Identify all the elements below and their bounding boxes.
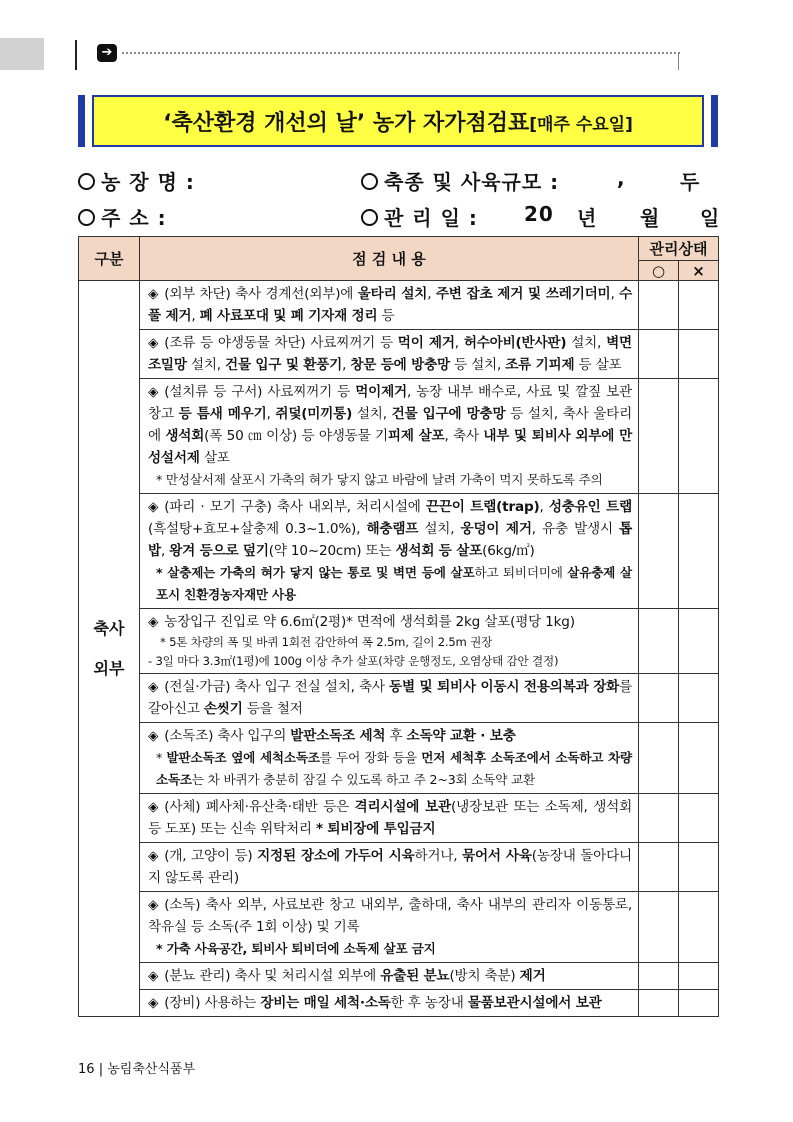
header-divider	[75, 40, 77, 70]
page-title: ‘축산환경 개선의 날’ 농가 자가점검표[매주 수요일]	[163, 110, 633, 136]
title-banner	[78, 95, 718, 147]
header-division: 구분	[79, 237, 140, 281]
header-content: 점 검 내 용	[140, 237, 639, 281]
check-no-cell[interactable]	[679, 330, 719, 379]
check-ok-cell[interactable]	[639, 963, 679, 990]
check-item-manure: ◈ (분뇨 관리) 축사 및 처리시설 외부에 유출된 분뇨(방치 축분) 제거	[140, 963, 639, 990]
title-suffix: [매주 수요일]	[529, 114, 633, 135]
header-state-no: ×	[679, 261, 719, 281]
address-field: 주 소 :	[78, 202, 167, 231]
date-day-unit: 일	[700, 206, 721, 230]
check-no-cell[interactable]	[679, 609, 719, 674]
check-ok-cell[interactable]	[639, 723, 679, 794]
check-item-outer-block: ◈ (외부 차단) 축사 경계선(외부)에 울타리 설치, 주변 잡초 제거 및 쓰레기더미, 수풀 제거, 폐 사료포대 및 폐 기자재 정리 등	[140, 281, 639, 330]
page-number: 16	[78, 1062, 95, 1077]
footer-org: 농림축산식품부	[107, 1062, 196, 1077]
livestock-separator: ,	[617, 166, 626, 190]
livestock-unit: 두	[680, 170, 701, 194]
title-right-bar	[711, 95, 718, 147]
check-no-cell[interactable]	[679, 281, 719, 330]
check-ok-cell[interactable]	[639, 281, 679, 330]
page-footer	[78, 1058, 195, 1077]
table-row	[79, 281, 719, 330]
date-month-unit: 월	[640, 206, 661, 230]
circle-icon	[361, 173, 378, 190]
management-date-field: 관 리 일 :	[361, 202, 478, 231]
header-gray-tab	[0, 38, 44, 70]
division-cell: 축사 외부	[79, 281, 140, 1017]
title-left-bar	[78, 95, 85, 147]
check-no-cell[interactable]	[679, 990, 719, 1017]
check-ok-cell[interactable]	[639, 892, 679, 963]
check-ok-cell[interactable]	[639, 990, 679, 1017]
header-state-ok: ○	[639, 261, 679, 281]
check-no-cell[interactable]	[679, 892, 719, 963]
check-item-rodent-block: ◈ (설치류 등 구서) 사료찌꺼기 등 먹이제거, 농장 내부 배수로, 사료 및 깔짚 보관창고 등 틈새 메우기, 쥐덫(미끼통) 설치, 건물 입구에 망충망 등 설치, 축사 울타리에 생석회(폭 50 ㎝ 이상) 등 야생동물 기피제 살포, 축사 내부 및 퇴비사 외부에 만성설서제 살포 * 만성살서제 살포시 가축의 혀가 닿지 않고 바람에 날려 가축이 먹지 못하도록 주의	[140, 379, 639, 494]
date-year-unit: 년	[577, 206, 598, 230]
check-no-cell[interactable]	[679, 674, 719, 723]
table-row	[79, 723, 719, 794]
date-year: 20	[524, 202, 554, 226]
footer-separator: |	[98, 1062, 104, 1077]
farm-name-field: 농 장 명 :	[78, 166, 195, 195]
title-box	[92, 95, 704, 147]
check-item-disinfection: ◈ (소독) 축사 외부, 사료보관 창고 내외부, 출하대, 축사 내부의 관리자 이동통로, 착유실 등 소독(주 1회 이상) 및 기록 * 가축 사육공간, 퇴비사 퇴비더에 소독제 살포 금지	[140, 892, 639, 963]
check-ok-cell[interactable]	[639, 330, 679, 379]
check-ok-cell[interactable]	[639, 794, 679, 843]
check-ok-cell[interactable]	[639, 843, 679, 892]
table-row	[79, 963, 719, 990]
check-item-equipment: ◈ (장비) 사용하는 장비는 매일 세척·소독한 후 농장내 물품보관시설에서 보관	[140, 990, 639, 1017]
table-row	[79, 674, 719, 723]
circle-icon	[78, 209, 95, 226]
check-no-cell[interactable]	[679, 843, 719, 892]
check-ok-cell[interactable]	[639, 609, 679, 674]
livestock-scale-field: 축종 및 사육규모 :	[361, 166, 559, 195]
circle-icon	[78, 173, 95, 190]
table-row	[79, 843, 719, 892]
check-item-anteroom: ◈ (전실·가금) 축사 입구 전실 설치, 축사 동별 및 퇴비사 이동시 전용의복과 장화를 갈아신고 손씻기 등을 철저	[140, 674, 639, 723]
table-row	[79, 990, 719, 1017]
table-row	[79, 609, 719, 674]
header-dotted-rule	[122, 52, 680, 54]
check-item-pets: ◈ (개, 고양이 등) 지정된 장소에 가두어 시육하거나, 묶어서 사육(농장내 돌아다니지 않도록 관리)	[140, 843, 639, 892]
check-ok-cell[interactable]	[639, 379, 679, 494]
check-item-entrance-lime: ◈ 농장입구 진입로 약 6.6㎡(2평)* 면적에 생석회를 2kg 살포(평당 1kg) * 5톤 차량의 폭 및 바퀴 1회전 감안하여 폭 2.5m, 길이 2.5m 권장 - 3일 마다 3.3㎡(1평)에 100g 이상 추가 살포(차량 운행정도, 오염상태 감안 결정)	[140, 609, 639, 674]
table-row	[79, 379, 719, 494]
circle-icon	[361, 209, 378, 226]
check-ok-cell[interactable]	[639, 494, 679, 609]
check-no-cell[interactable]	[679, 723, 719, 794]
table-row	[79, 494, 719, 609]
table-row	[79, 892, 719, 963]
check-ok-cell[interactable]	[639, 674, 679, 723]
check-no-cell[interactable]	[679, 794, 719, 843]
header-state: 관리상태	[639, 237, 719, 261]
check-no-cell[interactable]	[679, 963, 719, 990]
table-row	[79, 794, 719, 843]
header-right-tick	[678, 52, 679, 70]
check-item-footbath: ◈ (소독조) 축사 입구의 발판소독조 세척 후 소독약 교환 · 보충 * 발판소독조 옆에 세척소독조를 두어 장화 등을 먼저 세척후 소독조에서 소독하고 차량소독조는 차 바퀴가 충분히 잠길 수 있도록 하고 주 2~3회 소독약 교환	[140, 723, 639, 794]
check-item-bird-block: ◈ (조류 등 야생동물 차단) 사료찌꺼기 등 먹이 제거, 허수아비(반사판) 설치, 벽면 조밀망 설치, 건물 입구 및 환풍기, 창문 등에 방충망 등 설치, 조류 기피제 등 살포	[140, 330, 639, 379]
check-no-cell[interactable]	[679, 494, 719, 609]
table-row	[79, 330, 719, 379]
arrow-right-icon: ➔	[97, 44, 117, 62]
check-item-carcass: ◈ (사체) 폐사체·유산축·태반 등은 격리시설에 보관(냉장보관 또는 소독제, 생석회 등 도포) 또는 신속 위탁처리 * 퇴비장에 투입금지	[140, 794, 639, 843]
check-item-fly-mosquito: ◈ (파리 · 모기 구충) 축사 내외부, 처리시설에 끈끈이 트랩(trap), 성충유인 트랩(흑설탕+효모+살충제 0.3~1.0%), 해충램프 설치, 웅덩이 제거, 유충 발생시 톱밥, 왕겨 등으로 덮기(약 10~20cm) 또는 생석회 등 살포(6kg/㎡) * 살충제는 가축의 혀가 닿지 않는 통로 및 벽면 등에 살포하고 퇴비더미에 살유충제 살포시 친환경농자재만 사용	[140, 494, 639, 609]
check-no-cell[interactable]	[679, 379, 719, 494]
checklist-table	[78, 236, 719, 1017]
